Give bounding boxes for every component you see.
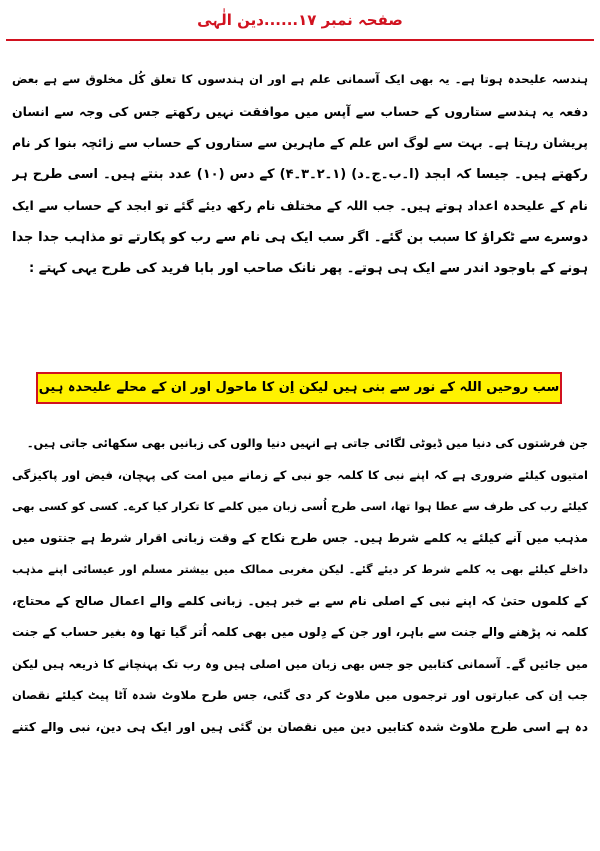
text-line: پریشان رہتا ہے۔ بہت سے لوگ اس علم کے ماہرین سے ستاروں کے حساب سے زائچہ بنوا کر نام <box>12 135 588 150</box>
text-line: کلمہ نہ پڑھنے والے جنت سے باہر، اور جن کے دِلوں میں بھی کلمہ اُتر گیا تھا وہ بغیر حساب کے جنت <box>12 625 588 639</box>
text-line: کیلئے رب کی طرف سے عطا ہوا تھا، اسی طرح اُسی زبان میں کلمے کا تکرار کیا کرے۔ کسی کو کسی بھی <box>12 500 588 513</box>
paragraph-top <box>12 64 588 285</box>
text-line: مذہب میں آنے کیلئے یہ کلمے شرط ہیں۔ جس طرح نکاح کے وقت زبانی اقرار شرط ہے جنتوں میں <box>12 530 588 545</box>
text-line: رکھتے ہیں۔ جیسا کہ ابجد (ا۔ب۔ج۔د) (۱۔۲۔۳۔۴) کے دس (۱۰) عدد بنتے ہیں۔ اسی طرح ہر <box>12 166 588 182</box>
text-line: ہونے کے باوجود اندر سے ایک ہی ہوتے۔ پھر نانک صاحب اور بابا فرید کی طرح یہی کہتے : <box>29 261 588 276</box>
paragraph-bottom <box>12 428 588 743</box>
text-line: دہ ہے اسی طرح ملاوٹ شدہ کتابیں دین میں نقصان بن گئی ہیں اور ایک ہی دین، نبی والے کتنے <box>12 719 588 734</box>
page-header-title: صفحہ نمبر ۱۷......دین الٰہی <box>197 11 403 29</box>
text-line: نام کے علیحدہ اعداد ہوتے ہیں۔ جب اللہ کے مختلف نام رکھ دیئے گئے تو ابجد کے حساب سے ایک <box>12 198 588 213</box>
text-line: داخلے کیلئے بھی یہ کلمے شرط کر دیئے گئے۔ لیکن مغربی ممالک میں بیشتر مسلم اور عیسائی اپنے مذہب <box>12 563 588 576</box>
text-line: دوسرے سے ٹکراؤ کا سبب بن گئے۔ اگر سب ایک ہی نام سے رب کو پکارتے تو مذاہب جدا جدا <box>12 229 588 245</box>
highlighted-quote: سب روحیں اللہ کے نور سے بنی ہیں لیکن اِن کا ماحول اور ان کے محلے علیحدہ ہیں <box>36 372 562 404</box>
text-line: جن فرشتوں کی دنیا میں ڈیوٹی لگائی جاتی ہے انہیں دنیا والوں کی زبانیں بھی سکھائی جاتی ہیں۔ <box>26 436 588 450</box>
text-line: کے کلموں حتیٰ کہ اپنے نبی کے اصلی نام سے بے خبر ہیں۔ زبانی کلمے والے اعمال صالح کے محتاج، <box>12 593 588 608</box>
text-line: امتیوں کیلئے ضروری ہے کہ اپنے نبی کا کلمہ جو نبی کے زمانے میں امت کی پہچان، فیض اور پاکیزگی <box>12 467 588 482</box>
text-line: میں جائیں گے۔ آسمانی کتابیں جو جس بھی زبان میں اصلی ہیں وہ رب تک پہنچانے کا ذریعہ ہیں لیکن <box>12 656 588 671</box>
text-line: جب اِن کی عبارتوں اور ترجموں میں ملاوٹ کر دی گئی، جس طرح ملاوٹ شدہ آٹا پیٹ کیلئے نقصان <box>12 688 588 702</box>
header-divider <box>6 39 594 41</box>
text-line: دفعہ یہ ہندسے ستاروں کے حساب سے آپس میں موافقت نہیں رکھتے جس کی وجہ سے انسان <box>12 103 588 119</box>
text-line: ہندسہ علیحدہ ہوتا ہے۔ یہ بھی ایک آسمانی علم ہے اور ان ہندسوں کا تعلق کُل مخلوق سے ہے بعض <box>12 72 588 86</box>
